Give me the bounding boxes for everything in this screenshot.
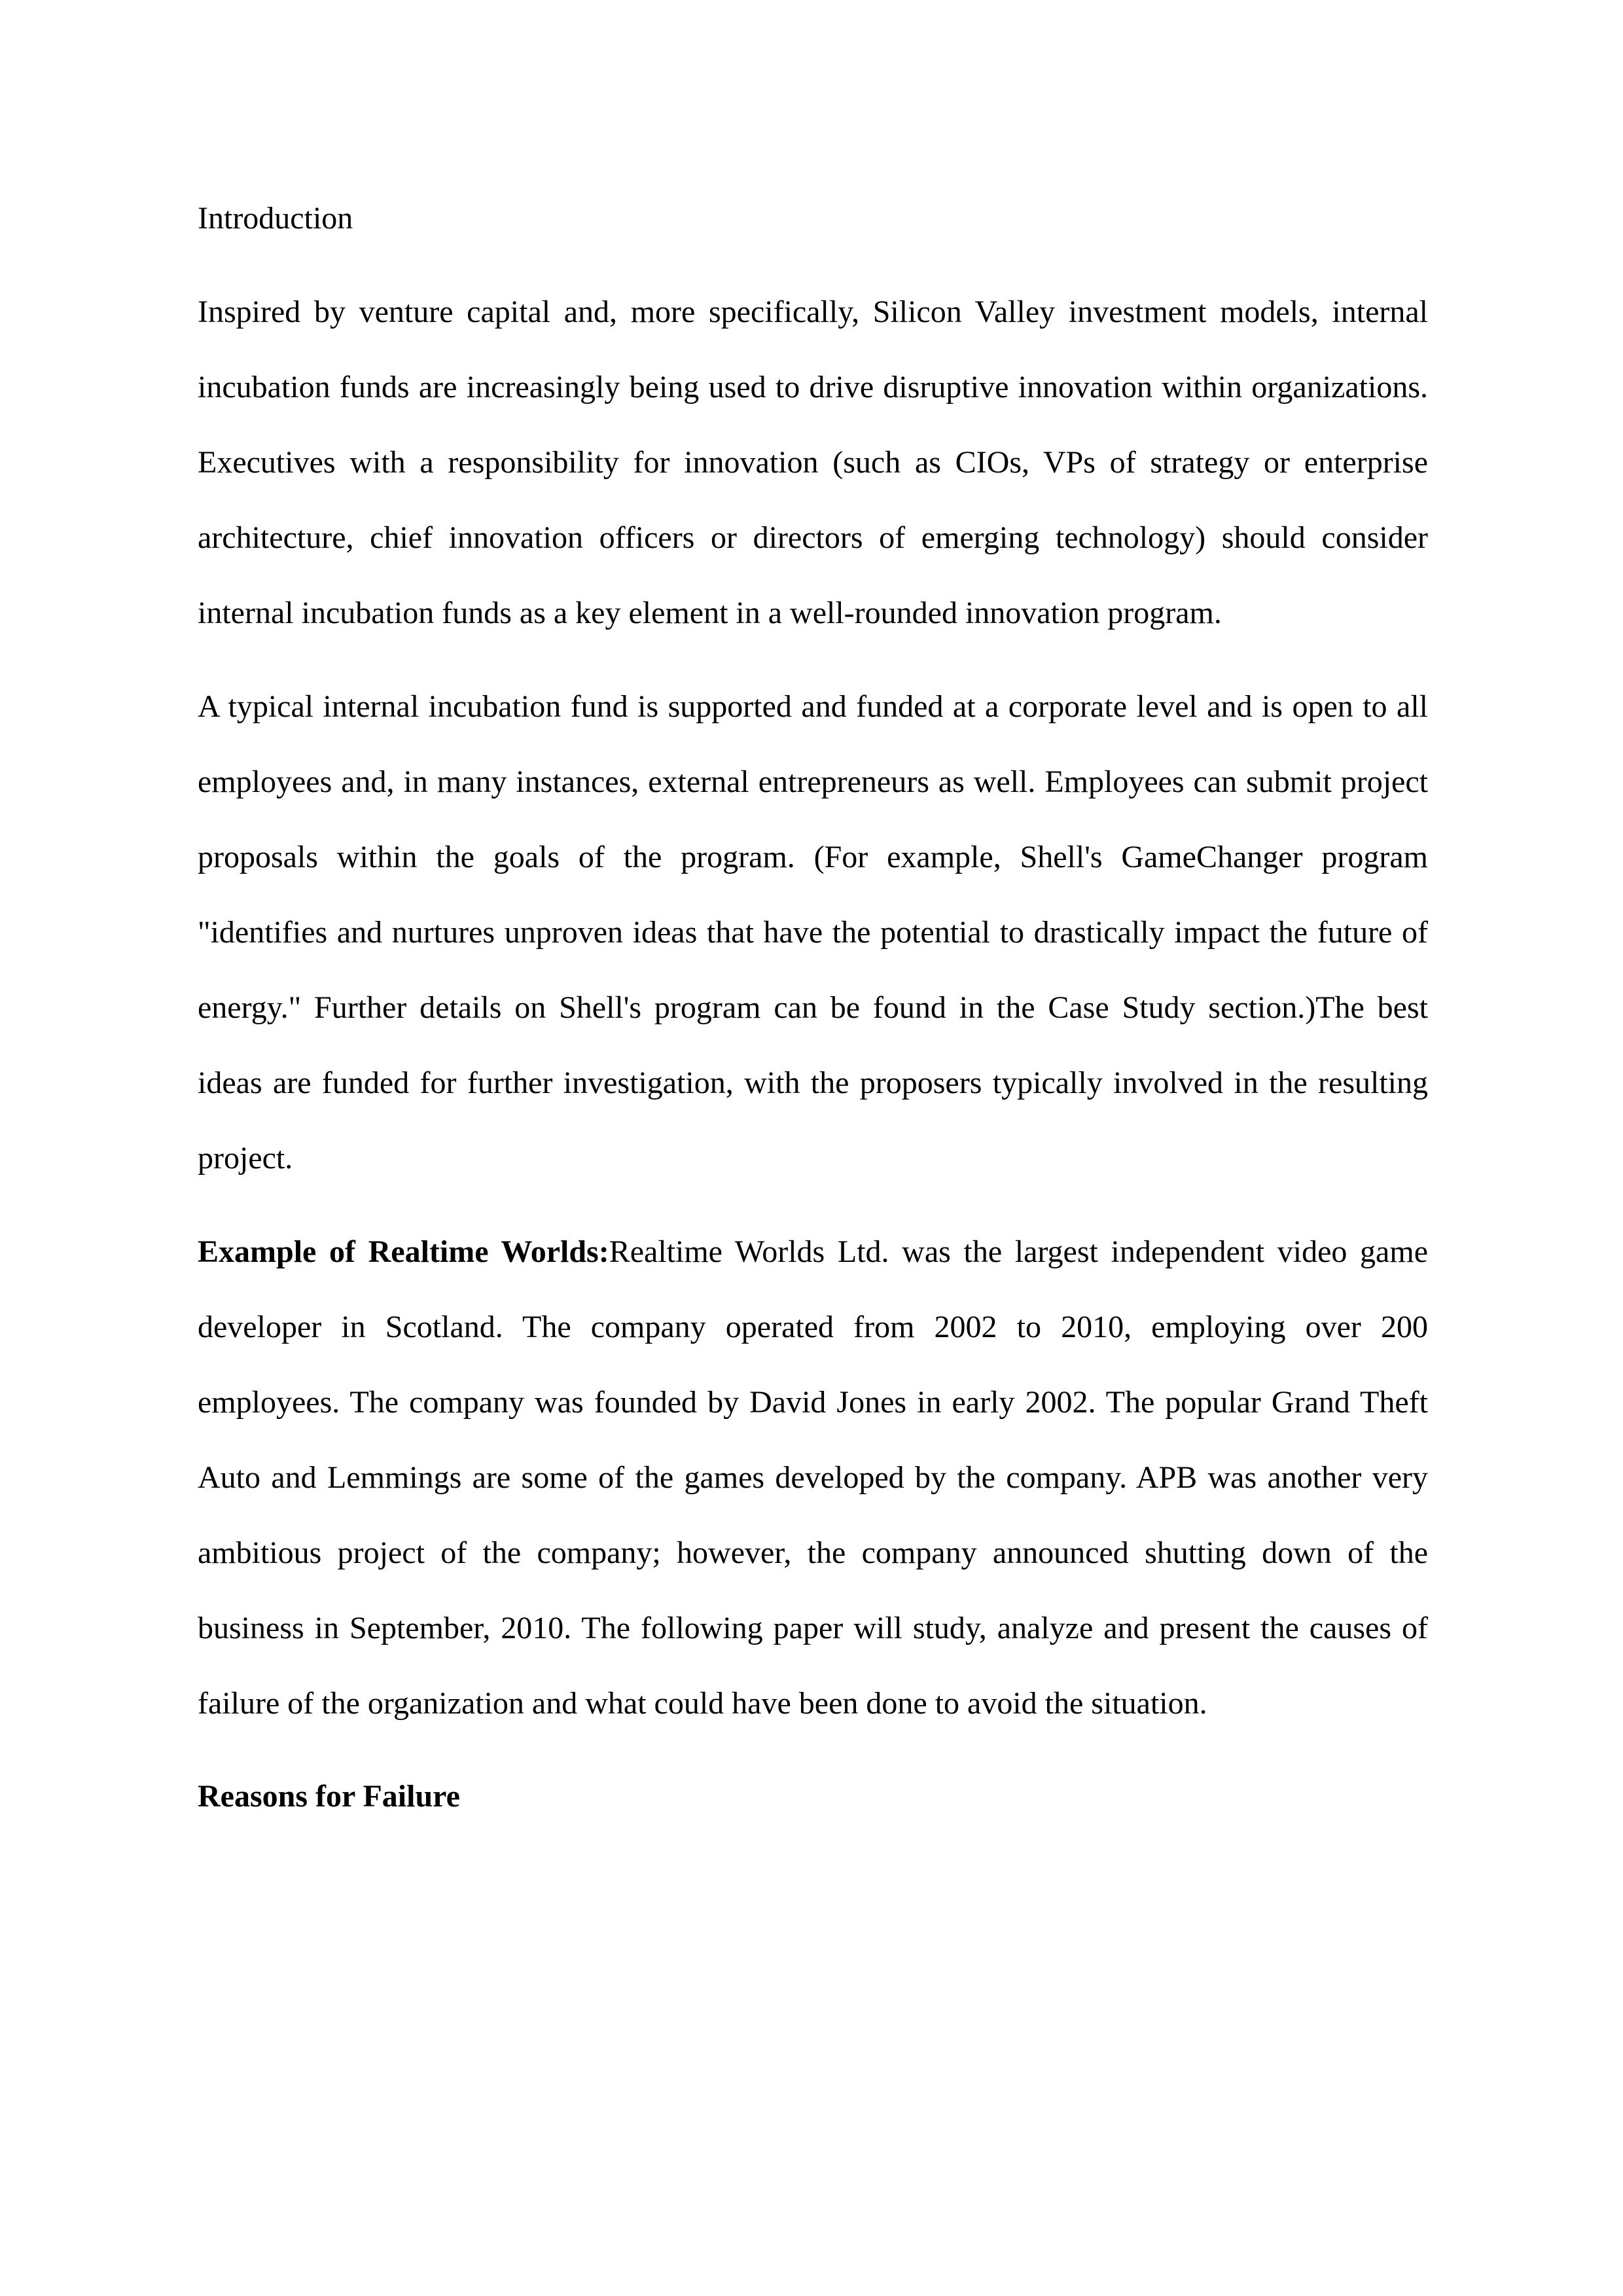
- paragraph-realtime-worlds: [198, 1214, 1428, 1741]
- paragraph-incubation-funds: Inspired by venture capital and, more specifically, Silicon Valley investment models, internal incubation funds are increasingly being used to drive disruptive innovation within organizations. Executives with a responsibility for innovation (such as CIOs, VPs of strategy or enterprise architecture, chief innovation officers or directors of emerging technology) should consider internal incubation funds as a key element in a well-rounded innovation program.: [198, 295, 1428, 630]
- realtime-worlds-lead: Example of Realtime Worlds:: [198, 1234, 609, 1269]
- document-body: [198, 194, 1428, 1821]
- reasons-for-failure-heading: Reasons for Failure: [198, 1779, 460, 1814]
- introduction-heading: Introduction: [198, 201, 353, 236]
- realtime-worlds-text: Realtime Worlds Ltd. was the largest independent video game developer in Scotland. The company operated from 2002 to 2010, employing over 200 employees. The company was founded by David Jones in early 2002. The popular Grand Theft Auto and Lemmings are some of the games developed by the company. APB was another very ambitious project of the company; however, the company announced shutting down of the business in September, 2010. The following paper will study, analyze and present the causes of failure of the organization and what could have been done to avoid the situation.: [198, 1234, 1428, 1721]
- paragraph-typical-fund: A typical internal incubation fund is supported and funded at a corporate level and is open to all employees and, in many instances, external entrepreneurs as well. Employees can submit project proposals within the goals of the program. (For example, Shell's GameChanger program "identifies and nurtures unproven ideas that have the potential to drastically impact the future of energy." Further details on Shell's program can be found in the Case Study section.)The best ideas are funded for further investigation, with the proposers typically involved in the resulting project.: [198, 689, 1428, 1175]
